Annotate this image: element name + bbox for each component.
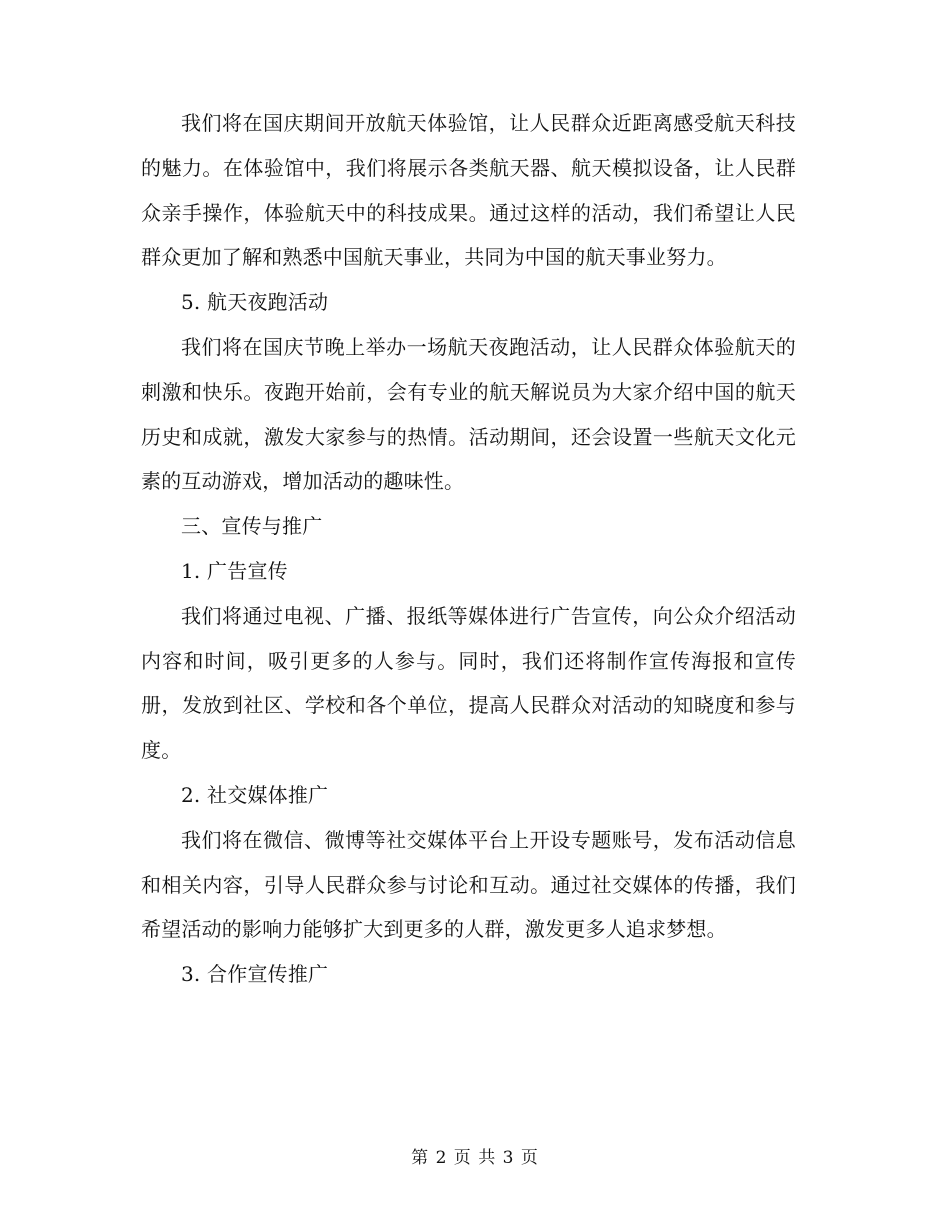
paragraph-social-media: 我们将在微信、微博等社交媒体平台上开设专题账号，发布活动信息和相关内容，引导人民群众参与讨论和互动。通过社交媒体的传播，我们希望活动的影响力能够扩大到更多的人群，激发更多人追求梦想。 [141, 827, 796, 942]
heading-social-media: 2. 社交媒体推广 [181, 782, 329, 807]
page-number-footer: 第 2 页 共 3 页 [411, 1148, 539, 1168]
document-body [141, 101, 796, 997]
section-heading-promotion: 三、宣传与推广 [181, 514, 323, 539]
heading-cooperative-promotion: 3. 合作宣传推广 [181, 962, 329, 987]
paragraph-advertising: 我们将通过电视、广播、报纸等媒体进行广告宣传，向公众介绍活动内容和时间，吸引更多的人参与。同时，我们还将制作宣传海报和宣传册，发放到社区、学校和各个单位，提高人民群众对活动的知晓度和参与度。 [141, 603, 796, 763]
paragraph-night-run: 我们将在国庆节晚上举办一场航天夜跑活动，让人民群众体验航天的刺激和快乐。夜跑开始前，会有专业的航天解说员为大家介绍中国的航天历史和成就，激发大家参与的热情。活动期间，还会设置一些航天文化元素的互动游戏，增加活动的趣味性。 [141, 334, 796, 494]
paragraph-experience-hall: 我们将在国庆期间开放航天体验馆，让人民群众近距离感受航天科技的魅力。在体验馆中，我们将展示各类航天器、航天模拟设备，让人民群众亲手操作，体验航天中的科技成果。通过这样的活动，我们希望让人民群众更加了解和熟悉中国航天事业，共同为中国的航天事业努力。 [141, 111, 796, 270]
heading-advertising: 1. 广告宣传 [181, 558, 288, 583]
heading-night-run: 5. 航天夜跑活动 [181, 290, 329, 315]
